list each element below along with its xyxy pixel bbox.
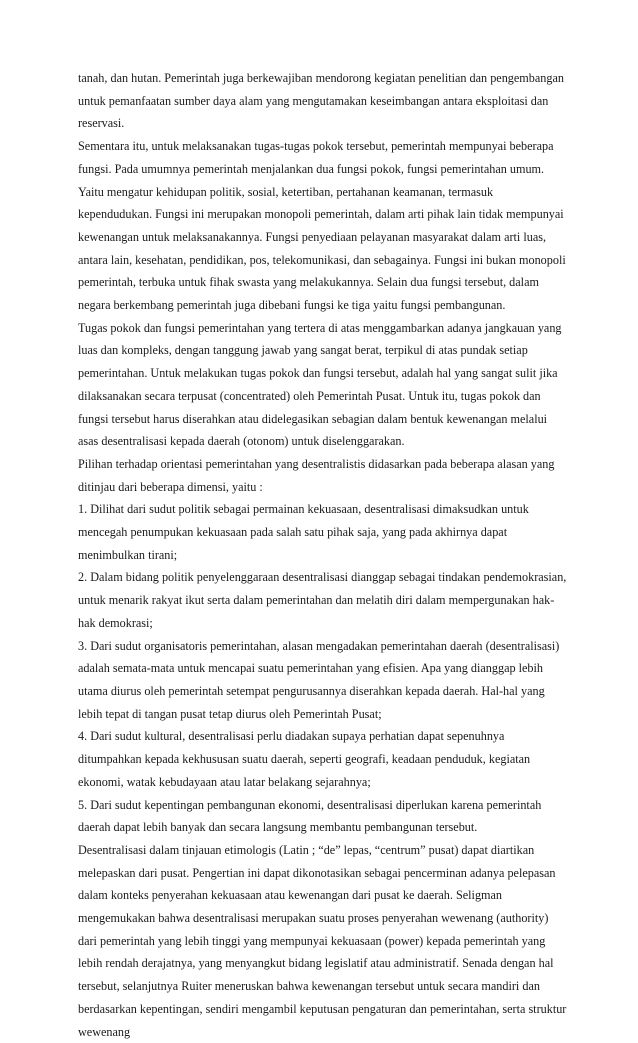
paragraph-etimologi-desentralisasi: Desentralisasi dalam tinjauan etimologis (Latin ; “de” lepas, “centrum” pusat) dapat diartikan melepaskan dari pusat. Pengertian ini dapat dikonotasikan sebagai pencerminan adanya pelepasan dalam konteks penyerahan kekuasaan atau kewenangan dari pusat ke daerah. Seligman mengemukakan bahwa desentralisasi merupakan suatu proses penyerahan wewenang (authority) dari pemerintah yang lebih tinggi yang mempunyai kekuasaan (power) kepada pemerintah yang lebih rendah derajatnya, yang menyangkut bidang legislatif atau administratif. Senada dengan hal tersebut, selanjutnya Ruiter meneruskan bahwa kewenangan tersebut untuk secara mandiri dan berdasarkan kepentingan, sendiri mengambil keputusan pengaturan dan pemerintahan, serta struktur wewenang — [78, 842, 567, 1039]
document-page — [78, 67, 568, 1043]
list-item-ekonomi: 5. Dari sudut kepentingan pembangunan ekonomi, desentralisasi diperlukan karena pemerintah daerah dapat lebih banyak dan secara langsung membantu pembangunan tersebut. — [78, 797, 542, 835]
list-item-kultural: 4. Dari sudut kultural, desentralisasi perlu diadakan supaya perhatian dapat sepenuhnya ditumpahkan kepada kekhususan suatu daerah, seperti geografi, keadaan penduduk, kegiatan ekonomi, watak kebudayaan atau latar belakang sejarahnya; — [78, 729, 531, 789]
paragraph-orientasi-desentralistis: Pilihan terhadap orientasi pemerintahan yang desentralistis didasarkan pada beberapa alasan yang ditinjau dari beberapa dimensi, yaitu : — [78, 456, 555, 494]
paragraph-fungsi-pemerintah: Sementara itu, untuk melaksanakan tugas-tugas pokok tersebut, pemerintah mempunyai beberapa fungsi. Pada umumnya pemerintah menjalankan dua fungsi pokok, fungsi pemerintahan umum. Yaitu mengatur kehidupan politik, sosial, ketertiban, pertahanan keamanan, termasuk kependudukan. Fungsi ini merupakan monopoli pemerintah, dalam arti pihak lain tidak mempunyai kewenangan untuk melaksanakannya. Fungsi penyediaan pelayanan masyarakat dalam arti luas, antara lain, kesehatan, pendidikan, pos, telekomunikasi, dan sebagainya. Fungsi ini bukan monopoli pemerintah, terbuka untuk fihak swasta yang melakukannya. Selain dua fungsi tersebut, dalam negara berkembang pemerintah juga dibebani fungsi ke tiga yaitu fungsi pembangunan. — [78, 139, 566, 313]
list-item-politik-kekuasaan: 1. Dilihat dari sudut politik sebagai permainan kekuasaan, desentralisasi dimaksudkan untuk mencegah penumpukan kekuasaan pada salah satu pihak saja, yang pada akhirnya dapat menimbulkan tirani; — [78, 502, 529, 562]
paragraph-hutan-reservasi: tanah, dan hutan. Pemerintah juga berkewajiban mendorong kegiatan penelitian dan pengembangan untuk pemanfaatan sumber daya alam yang mengutamakan keseimbangan antara eksploitasi dan reservasi. — [78, 71, 564, 131]
paragraph-tugas-pokok: Tugas pokok dan fungsi pemerintahan yang tertera di atas menggambarkan adanya jangkauan yang luas dan kompleks, dengan tanggung jawab yang sangat berat, terpikul di atas pundak setiap pemerintahan. Untuk melakukan tugas pokok dan fungsi tersebut, adalah hal yang sangat sulit jika dilaksanakan secara terpusat (concentrated) oleh Pemerintah Pusat. Untuk itu, tugas pokok dan fungsi tersebut harus diserahkan atau didelegasikan sebagian dalam bentuk kewenangan melalui asas desentralisasi kepada daerah (otonom) untuk diselenggarakan. — [78, 320, 562, 449]
list-item-organisatoris: 3. Dari sudut organisatoris pemerintahan, alasan mengadakan pemerintahan daerah (desentralisasi) adalah semata-mata untuk mencapai suatu pemerintahan yang efisien. Apa yang dianggap lebih utama diurus oleh pemerintah setempat pengurusannya diserahkan kepada daerah. Hal-hal yang lebih tepat di tangan pusat tetap diurus oleh Pemerintah Pusat; — [78, 638, 560, 721]
list-item-pendemokrasian: 2. Dalam bidang politik penyelenggaraan desentralisasi dianggap sebagai tindakan pendemokrasian, untuk menarik rakyat ikut serta dalam pemerintahan dan melatih diri dalam mempergunakan hak-hak demokrasi; — [78, 570, 567, 630]
